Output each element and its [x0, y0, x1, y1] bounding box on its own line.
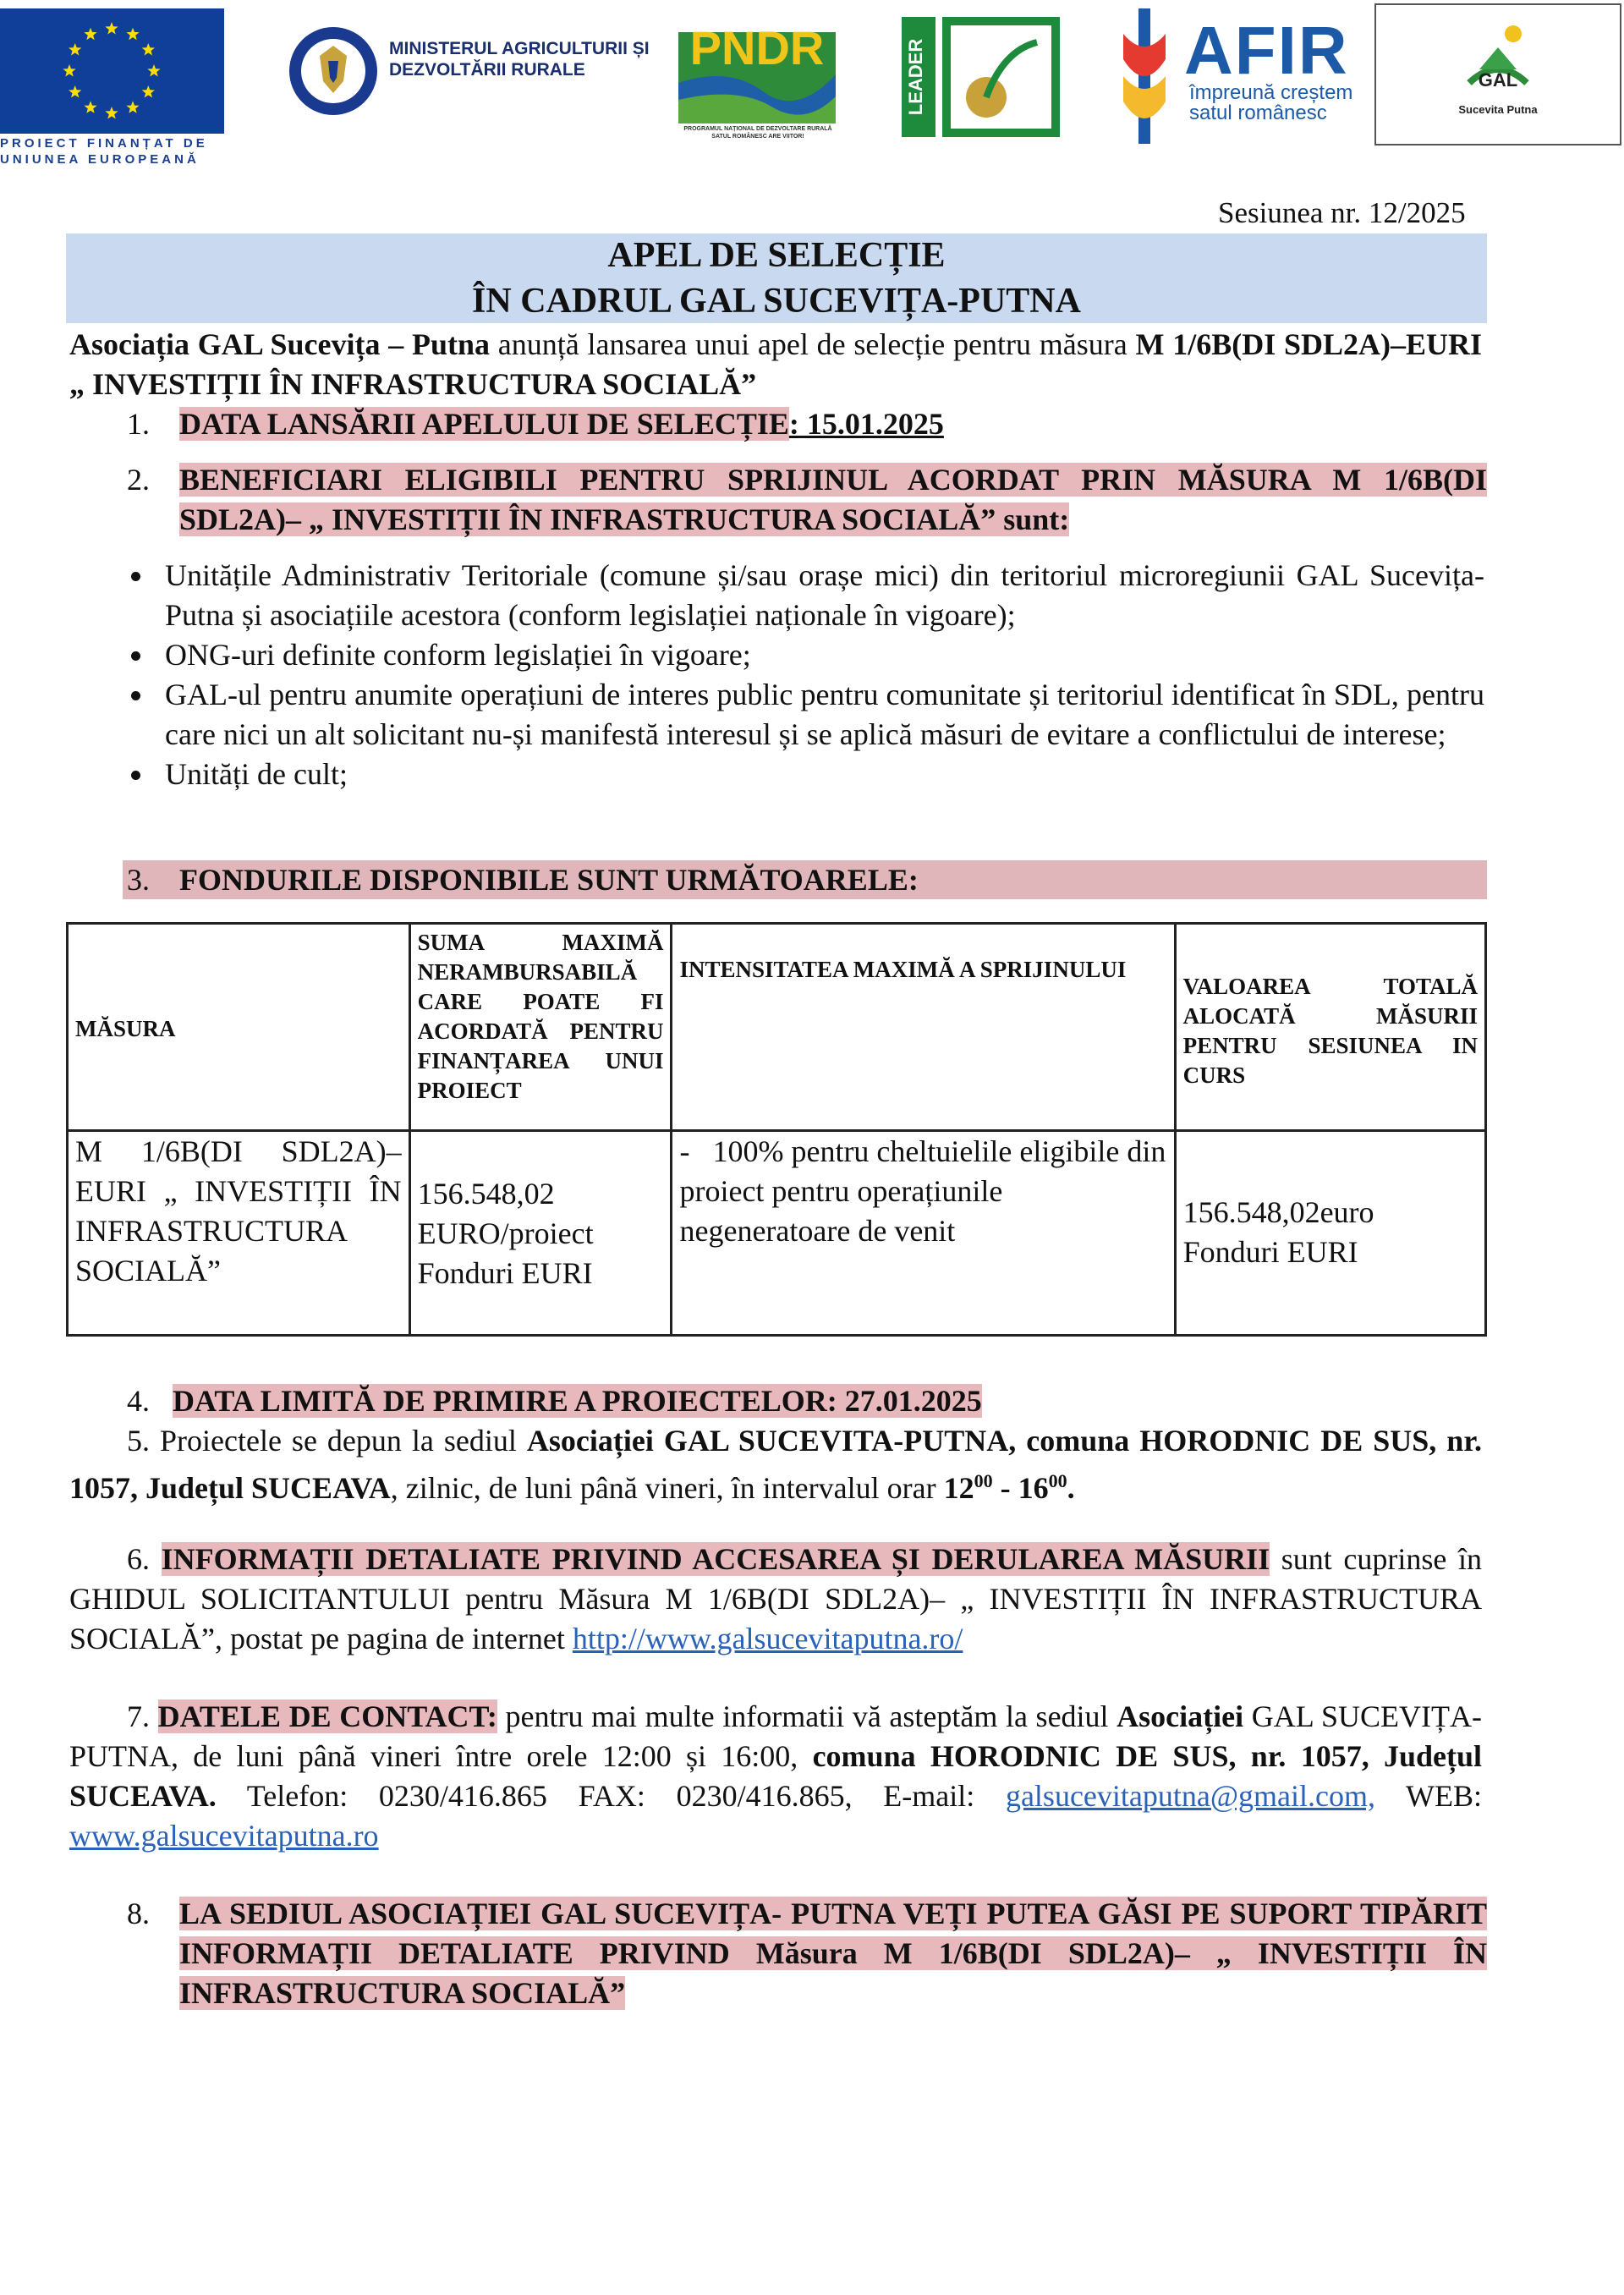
- list-item: GAL-ul pentru anumite operațiuni de interes public pentru comunitate și teritoriul identificat în SDL, pentru care nici un alt solicitant nu-și manifestă interesul și se aplică măsuri de evitare a conflictului de interese;: [165, 675, 1484, 755]
- intro-paragraph: [69, 325, 1482, 404]
- pndr-caption: PROGRAMUL NAȚIONAL DE DEZVOLTARE RURALĂ SATUL ROMÂNESC ARE VIITOR!: [683, 126, 832, 140]
- funds-table: [66, 922, 1487, 1337]
- section-4-heading: [173, 1381, 982, 1421]
- gal-logo-box: [1374, 3, 1621, 145]
- document-title: APEL DE SELECȚIE: [607, 236, 946, 275]
- section-5-number: 5.: [127, 1424, 150, 1458]
- guide-website-link[interactable]: http://www.galsucevitaputna.ro/: [572, 1622, 963, 1655]
- section-7-text: pentru mai multe informatii vă asteptăm la sediul: [497, 1699, 1117, 1733]
- section-2-number: 2.: [127, 463, 150, 497]
- hours-start-value: 12: [943, 1471, 974, 1505]
- pndr-logo: [670, 15, 844, 140]
- beneficiaries-list: [165, 556, 1484, 794]
- leader-wordmark: LEADER: [905, 38, 926, 116]
- gal-logo-icon: [1376, 5, 1620, 105]
- government-seal-logo: [288, 25, 379, 117]
- section-2-label: BENEFICIARI ELIGIBILI PENTRU SPRIJINUL ACORDAT PRIN MĂSURA M 1/6B(DI SDL2A)– „ INVESTIȚII ÎN INFRASTRUCTURA SOCIALĂ” sunt:: [179, 463, 1487, 536]
- deadline-label: DATA LIMITĂ DE PRIMIRE A PROIECTELOR: 27.01.2025: [173, 1384, 982, 1418]
- measure-name: M 1/6B(DI SDL2A)–EURI „ INVESTIȚII ÎN INFRASTRUCTURA SOCIALĂ”: [69, 327, 1482, 401]
- afir-tagline-line-2: satul românesc: [1189, 102, 1327, 124]
- section-2-heading: [179, 460, 1487, 540]
- submission-address: Asociației GAL SUCEVITA-PUTNA, comuna HORODNIC DE SUS, nr. 1057, Județul SUCEAVA: [69, 1424, 1483, 1505]
- svg-text:GAL: GAL: [1478, 69, 1518, 91]
- section-7-label: DATELE DE CONTACT:: [157, 1699, 497, 1733]
- afir-tagline: [1189, 83, 1352, 124]
- section-8-label: LA SEDIUL ASOCIAȚIEI GAL SUCEVIȚA- PUTNA VEȚI PUTEA GĂSI PE SUPORT TIPĂRIT INFORMAȚII DETALIATE PRIVIND Măsura M 1/6B(DI SDL2A)– „ INVESTIȚII ÎN INFRASTRUCTURA SOCIALĂ”: [179, 1897, 1487, 2010]
- hours-end-value: 16: [1018, 1471, 1049, 1505]
- eu-flag-logo: [0, 8, 224, 134]
- session-number: Sesiunea nr. 12/2025: [1218, 196, 1466, 229]
- section-6-label: INFORMAȚII DETALIATE PRIVIND ACCESAREA ȘI DERULAREA MĂSURII: [161, 1542, 1270, 1576]
- list-item: ONG-uri definite conform legislației în vigoare;: [165, 635, 1484, 675]
- section-7-bold-1: Asociației: [1116, 1699, 1244, 1733]
- section-5-paragraph: [69, 1421, 1482, 1508]
- launch-date: : 15.01.2025: [788, 407, 944, 441]
- section-8-number: 8.: [127, 1897, 150, 1930]
- section-5-end: .: [1067, 1471, 1075, 1505]
- organization-name: Asociația GAL Sucevița – Putna: [69, 327, 491, 361]
- hours-start-minutes: 00: [974, 1470, 993, 1491]
- hours-end-minutes: 00: [1048, 1470, 1067, 1491]
- list-item: Unități de cult;: [165, 755, 1484, 794]
- hours-dash: -: [992, 1471, 1018, 1505]
- section-1-number: 1.: [127, 407, 150, 441]
- contact-address: comuna HORODNIC DE SUS, nr. 1057, Județul SUCEAVA.: [69, 1739, 1483, 1813]
- email-link[interactable]: galsucevitaputna@gmail.com,: [1005, 1779, 1375, 1813]
- header-measure: MĂSURA: [68, 924, 410, 1131]
- afir-tagline-line-1: împreună creștem: [1189, 81, 1353, 104]
- section-5-text: Proiectele se depun la sediul: [150, 1424, 527, 1458]
- intro-text: anunță lansarea unui apel de selecție pentru măsura: [490, 327, 1136, 361]
- afir-wordmark: AFIR: [1184, 13, 1349, 88]
- table-header-row: [68, 924, 1486, 1131]
- table-row: [68, 1131, 1486, 1336]
- gal-logo-name: Sucevita Putna: [1458, 103, 1538, 116]
- section-1-label: DATA LANSĂRII APELULUI DE SELECȚIE: [179, 407, 789, 441]
- header-intensity: INTENSITATEA MAXIMĂ A SPRIJINULUI: [672, 924, 1175, 1131]
- section-3-label: FONDURILE DISPONIBILE SUNT URMĂTOARELE:: [179, 863, 919, 897]
- website-link[interactable]: www.galsucevitaputna.ro: [69, 1819, 379, 1853]
- section-1-heading: [179, 404, 944, 444]
- section-5-text-2: , zilnic, de luni până vineri, în intervalul orar: [390, 1471, 944, 1505]
- section-7-text-2: GAL SUCEVIȚA- PUTNA, de luni până vineri între orele 12:00 și 16:00,: [69, 1699, 1482, 1773]
- web-label: WEB:: [1374, 1779, 1482, 1813]
- section-3-number: 3.: [127, 863, 150, 897]
- hours-end: [1018, 1471, 1067, 1505]
- cell-measure: M 1/6B(DI SDL2A)–EURI „ INVESTIȚII ÎN INFRASTRUCTURA SOCIALĂ”: [68, 1131, 410, 1336]
- pndr-wordmark: PNDR: [689, 21, 825, 74]
- section-7-number: 7.: [127, 1699, 150, 1733]
- section-6-number: 6.: [127, 1542, 150, 1576]
- list-item: Unitățile Administrativ Teritoriale (comune și/sau orașe mici) din teritoriul microregiunii GAL Sucevița-Putna și asociațiile acestora (conform legislației naționale în vigoare);: [165, 556, 1484, 635]
- section-6-text: sunt cuprinse în GHIDUL SOLICITANTULUI pentru Măsura M 1/6B(DI SDL2A)– „ INVESTIȚII ÎN INFRASTRUCTURA SOCIALĂ”, postat pe pagina de internet: [69, 1542, 1483, 1655]
- cell-intensity: - 100% pentru cheltuielile eligibile din proiect pentru operațiunile negeneratoare de venit: [672, 1131, 1175, 1336]
- header-total: VALOAREA TOTALĂ ALOCATĂ MĂSURII PENTRU SESIUNEA IN CURS: [1175, 924, 1485, 1131]
- hours-start: [944, 1471, 993, 1505]
- cell-max-amount: 156.548,02 EURO/proiect Fonduri EURI: [409, 1131, 672, 1336]
- section-4-number: 4.: [127, 1384, 150, 1418]
- document-subtitle: ÎN CADRUL GAL SUCEVIȚA-PUTNA: [472, 282, 1081, 321]
- contact-phone-fax: Telefon: 0230/416.865 FAX: 0230/416.865, E-mail:: [216, 1779, 1006, 1813]
- header-max-amount: SUMA MAXIMĂ NERAMBURSABILĂ CARE POATE FI ACORDATĂ PENTRU FINANȚAREA UNUI PROIECT: [409, 924, 672, 1131]
- ministry-name: MINISTERUL AGRICULTURII ȘI DEZVOLTĂRII RURALE: [389, 39, 650, 80]
- section-7-paragraph: [69, 1697, 1482, 1856]
- section-6-paragraph: [69, 1540, 1482, 1659]
- cell-total: 156.548,02euro Fonduri EURI: [1175, 1131, 1485, 1336]
- section-8-heading: [179, 1894, 1487, 2013]
- leader-logo: [902, 17, 1060, 137]
- eu-stars-icon: [0, 8, 224, 134]
- eu-caption: PROIECT FINANȚAT DE UNIUNEA EUROPEANĂ: [0, 136, 208, 167]
